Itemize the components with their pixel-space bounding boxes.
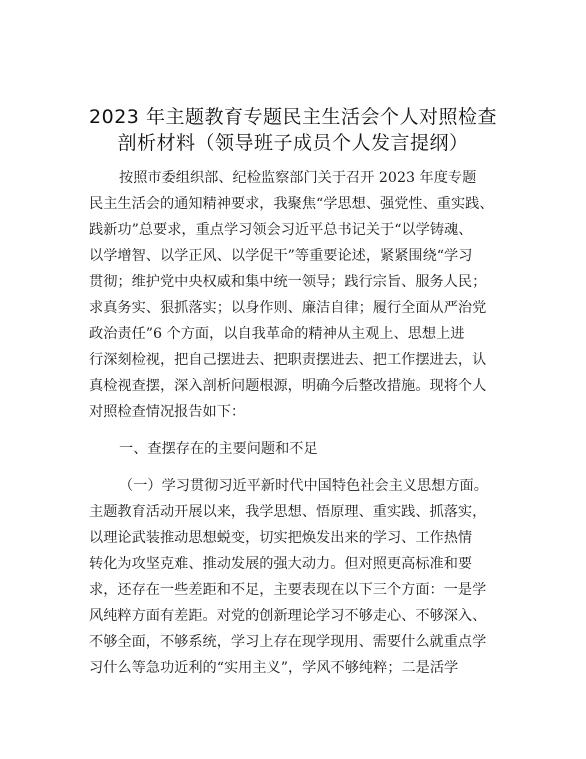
subsection-heading: （一）学习贯彻习近平新时代中国特色社会主义思想方面。: [119, 478, 488, 494]
section-heading: 一、查摆存在的主要问题和不足: [119, 441, 318, 457]
paragraph-line: 不够全面，不够系统，学习上存在现学现用、需要什么就重点学: [89, 634, 487, 650]
paragraph-line: 风纯粹方面有差距。对党的创新理论学习不够走心、不够深入、: [89, 608, 487, 624]
document-title-line-2: 剖析材料（领导班子成员个人发言提纲）: [117, 132, 469, 154]
paragraph-line: 以理论武装推动思想蜕变，切实把焕发出来的学习、工作热情: [89, 530, 473, 546]
paragraph-line: 习什么等急功近利的“实用主义”，学风不够纯粹；二是活学: [89, 660, 459, 676]
paragraph-line: 求真务实、狠抓落实；以身作则、廉洁自律；履行全面从严治党: [89, 300, 487, 316]
paragraph-line: 按照市委组织部、纪检监察部门关于召开 2023 年度专题: [119, 170, 477, 186]
paragraph-line: 行深刻检视，把自己摆进去、把职责摆进去、把工作摆进去，认: [89, 352, 487, 368]
paragraph-line: 民主生活会的通知精神要求，我聚焦“学思想、强党性、重实践、: [89, 196, 494, 212]
paragraph-line: 践新功”总要求，重点学习领会习近平总书记关于“以学铸魂、: [89, 222, 473, 238]
paragraph-line: 求，还存在一些差距和不足，主要表现在以下三个方面：一是学: [89, 582, 487, 598]
paragraph-line: 对照检查情况报告如下：: [89, 404, 246, 420]
paragraph-line: 真检视查摆，深入剖析问题根源，明确今后整改措施。现将个人: [89, 378, 487, 394]
document-title-line-1: 2023 年主题教育专题民主生活会个人对照检查: [89, 106, 497, 128]
paragraph-line: 贯彻；维护党中央权威和集中统一领导；践行宗旨、服务人民；: [89, 274, 487, 290]
paragraph-line: 主题教育活动开展以来，我学思想、悟原理、重实践、抓落实，: [89, 504, 487, 520]
paragraph-line: 政治责任”6 个方面，以自我革命的精神从主观上、思想上进: [89, 326, 465, 342]
paragraph-line: 转化为攻坚克难、推动发展的强大动力。但对照更高标准和要: [89, 556, 473, 572]
paragraph-line: 以学增智、以学正风、以学促干”等重要论述，紧紧围绕“学习: [89, 248, 473, 264]
